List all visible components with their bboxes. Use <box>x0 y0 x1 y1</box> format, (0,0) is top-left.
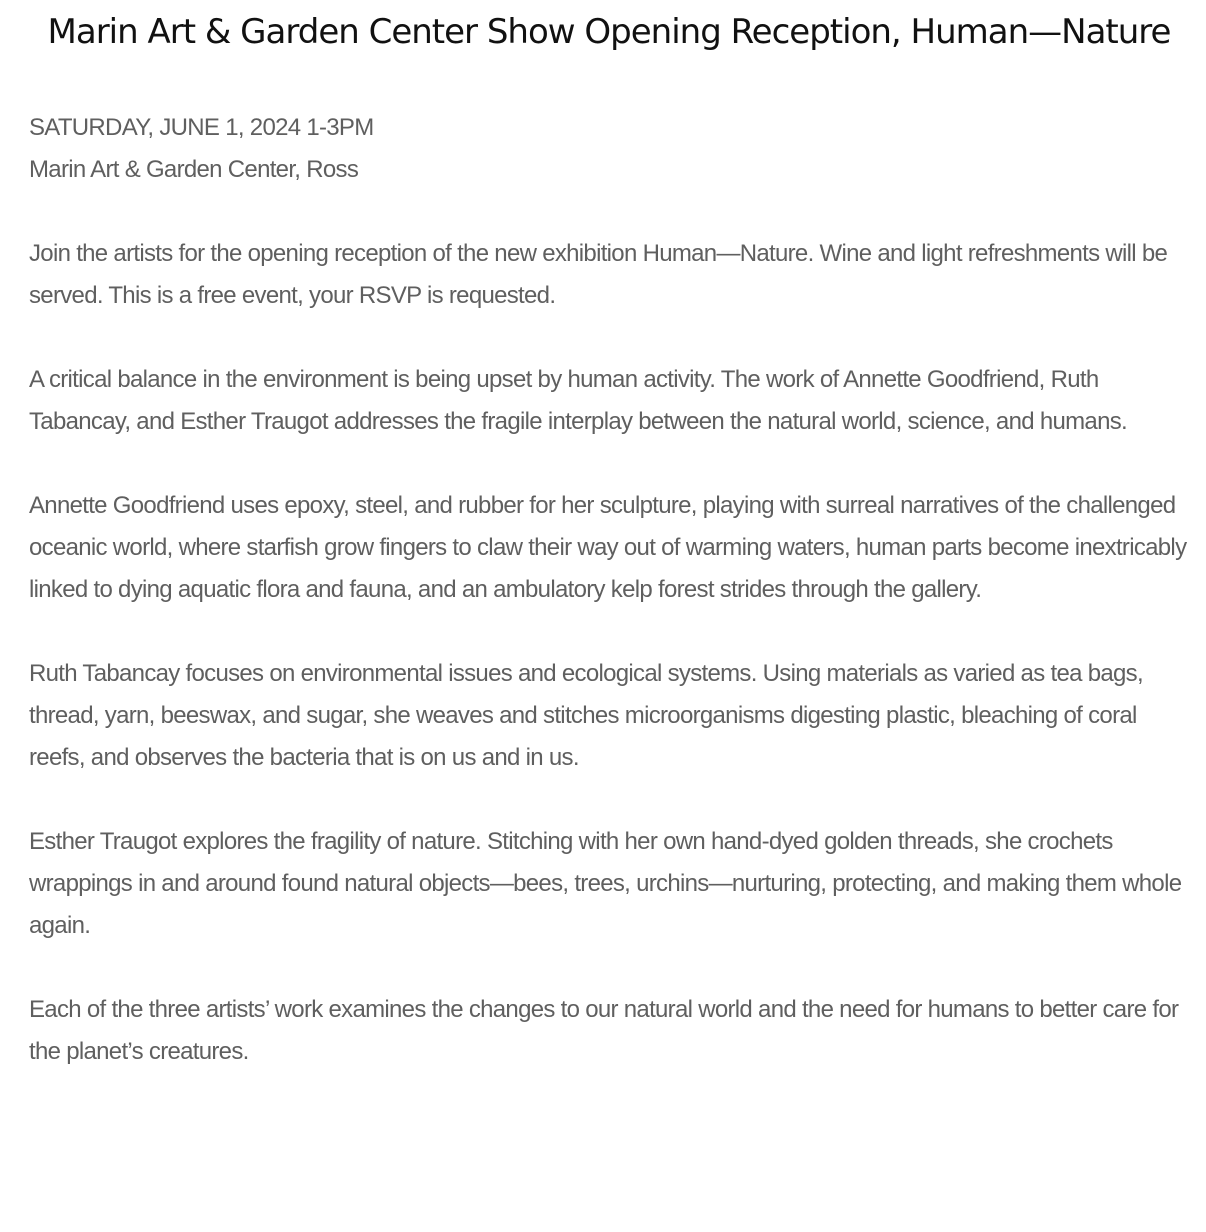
event-title: Marin Art & Garden Center Show Opening Reception, Human—Nature <box>47 12 1171 52</box>
artist-paragraph-traugot: Esther Traugot explores the fragility of nature. Stitching with her own hand-dyed golden threads, she crochets wrappings in and around found natural objects—bees, trees, urchins—nurturing, protecting, and making them whole again. <box>29 828 1182 939</box>
overview-paragraph: A critical balance in the environment is being upset by human activity. The work of Annette Goodfriend, Ruth Tabancay, and Esther Traugot addresses the fragile interplay between the natural world, science, and humans. <box>29 366 1127 435</box>
event-location: Marin Art & Garden Center, Ross <box>29 156 359 183</box>
event-description <box>29 107 1189 1115</box>
closing-paragraph: Each of the three artists’ work examines the changes to our natural world and the need for humans to better care for the planet’s creatures. <box>29 996 1179 1065</box>
artist-paragraph-goodfriend: Annette Goodfriend uses epoxy, steel, and rubber for her sculpture, playing with surreal narratives of the challenged oceanic world, where starfish grow fingers to claw their way out of warming waters, human parts become inextricably linked to dying aquatic flora and fauna, and an ambulatory kelp forest strides through the gallery. <box>29 492 1187 603</box>
event-meta <box>29 107 1189 191</box>
intro-paragraph: Join the artists for the opening reception of the new exhibition Human—Nature. Wine and light refreshments will be served. This is a free event, your RSVP is requested. <box>29 240 1168 309</box>
event-date-time: SATURDAY, JUNE 1, 2024 1-3PM <box>29 114 374 141</box>
artist-paragraph-tabancay: Ruth Tabancay focuses on environmental issues and ecological systems. Using materials as varied as tea bags, thread, yarn, beeswax, and sugar, she weaves and stitches microorganisms digesting plastic, bleaching of coral reefs, and observes the bacteria that is on us and in us. <box>29 660 1143 771</box>
